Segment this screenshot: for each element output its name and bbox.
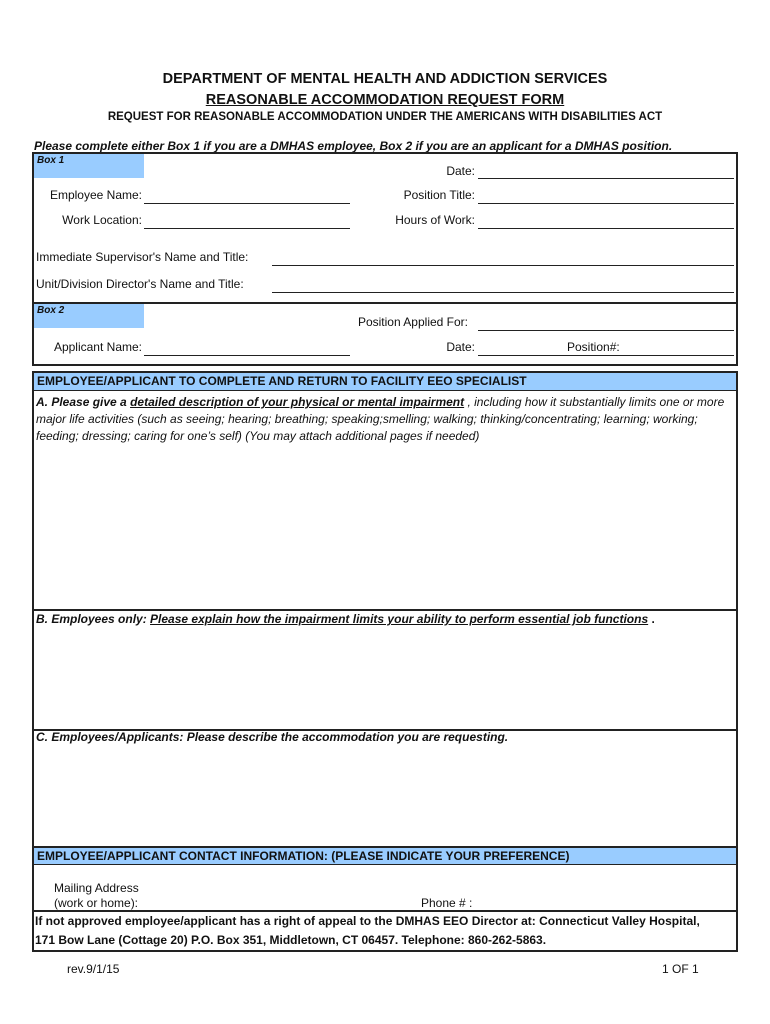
applicant-name-label: Applicant Name:	[53, 340, 142, 354]
instructions: Please complete either Box 1 if you are a DMHAS employee, Box 2 if you are an applicant for a DMHAS position.	[34, 139, 673, 153]
box-2-tag: Box 2	[34, 304, 144, 328]
mailing-address-label-2: (work or home):	[54, 896, 139, 910]
position-applied-field[interactable]	[478, 330, 734, 331]
position-number-label: Position#:	[567, 340, 620, 354]
question-a-underlined: detailed description of your physical or mental impairment	[130, 395, 465, 409]
box-1-tag: Box 1	[34, 154, 144, 178]
appeal-line-1: If not approved employee/applicant has a right of appeal to the DMHAS EEO Director at: Connecticut Valley Hospital,	[35, 914, 700, 928]
question-c: C. Employees/Applicants: Please describe the accommodation you are requesting.	[36, 730, 509, 744]
applicant-name-field[interactable]	[144, 355, 350, 356]
appeal-line-2: 171 Bow Lane (Cottage 20) P.O. Box 351, Middletown, CT 06457. Telephone: 860-262-5863.	[35, 933, 547, 947]
director-label: Unit/Division Director's Name and Title:	[36, 277, 244, 291]
position-title-field[interactable]	[478, 203, 734, 204]
question-c-answer-area[interactable]	[34, 748, 736, 846]
mailing-address-field[interactable]	[150, 878, 410, 908]
question-b	[36, 611, 734, 628]
work-location-field[interactable]	[144, 228, 350, 229]
employee-name-label: Employee Name:	[49, 188, 142, 202]
mailing-address-label-1: Mailing Address	[54, 881, 139, 895]
supervisor-label: Immediate Supervisor's Name and Title:	[36, 250, 249, 264]
question-b-prefix: B. Employees only:	[36, 612, 151, 626]
question-b-suffix: .	[648, 612, 655, 626]
department-title: DEPARTMENT OF MENTAL HEALTH AND ADDICTION SERVICES	[162, 71, 608, 87]
box1-date-field[interactable]	[478, 178, 734, 179]
question-a	[36, 394, 734, 445]
phone-label: Phone # :	[421, 896, 473, 910]
box2-date-position-field[interactable]	[478, 355, 734, 356]
form-title: REASONABLE ACCOMMODATION REQUEST FORM	[205, 92, 565, 108]
employee-name-field[interactable]	[144, 203, 350, 204]
position-applied-label: Position Applied For:	[357, 315, 468, 329]
question-a-rest: , including how it substantially limits one or more major life activities (such as seeing; hearing; breathing; speaking;smelling; walking; thinking/concentrating; learning; working; feeding; dressing; caring for one’s self) (You may attach additional pages if needed)	[36, 395, 725, 443]
question-a-answer-area[interactable]	[34, 445, 736, 607]
page-number: 1 OF 1	[662, 962, 699, 976]
form-subtitle: REQUEST FOR REASONABLE ACCOMMODATION UNDER THE AMERICANS WITH DISABILITIES ACT	[107, 111, 663, 123]
position-title-label: Position Title:	[403, 188, 475, 202]
contact-heading: EMPLOYEE/APPLICANT CONTACT INFORMATION: (PLEASE INDICATE YOUR PREFERENCE)	[34, 848, 736, 865]
hours-of-work-field[interactable]	[478, 228, 734, 229]
supervisor-field[interactable]	[272, 265, 734, 266]
box2-date-label: Date:	[446, 340, 475, 354]
question-b-answer-area[interactable]	[34, 630, 736, 727]
phone-field[interactable]	[480, 893, 734, 909]
box1-date-label: Date:	[446, 164, 475, 178]
director-field[interactable]	[272, 292, 734, 293]
revision-date: rev.9/1/15	[67, 962, 120, 976]
hours-of-work-label: Hours of Work:	[395, 213, 475, 227]
work-location-label: Work Location:	[62, 213, 142, 227]
question-a-prefix: A. Please give a	[36, 395, 131, 409]
question-b-underlined: Please explain how the impairment limits your ability to perform essential job functions	[150, 612, 649, 626]
main-section-heading: EMPLOYEE/APPLICANT TO COMPLETE AND RETURN TO FACILITY EEO SPECIALIST	[34, 373, 736, 391]
